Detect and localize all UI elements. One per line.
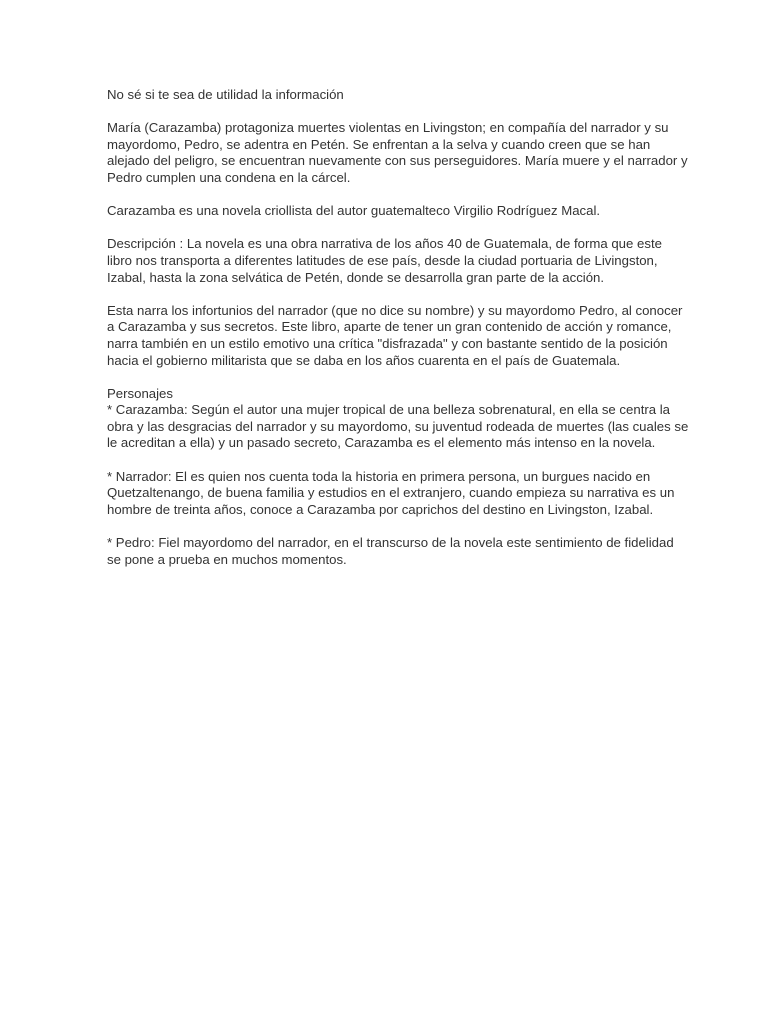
carazamba-line: le acreditan a ella) y un pasado secreto, Carazamba es el elemento más intenso en la novela. — [107, 435, 656, 451]
carazamba-paragraph — [107, 385, 689, 452]
characters-heading: Personajes — [107, 385, 173, 401]
author-paragraph — [107, 203, 667, 220]
narrador-line: Quetzaltenango, de buena familia y estudios en el extranjero, cuando empieza su narrativa es un — [107, 485, 675, 501]
description-paragraph — [107, 236, 667, 286]
carazamba-line: * Carazamba: Según el autor una mujer tropical de una belleza sobrenatural, en ella se centra la — [107, 402, 671, 418]
summary-line: María (Carazamba) protagoniza muertes violentas en Livingston; en compañía del narrador y su — [107, 120, 669, 136]
intro-line: No sé si te sea de utilidad la información — [107, 87, 344, 102]
summary-line: mayordomo, Pedro, se adentra en Petén. Se enfrentan a la selva y cuando creen que se han — [107, 136, 651, 152]
narrador-paragraph — [107, 468, 675, 519]
summary-line: alejado del peligro, se encuentran nuevamente con sus perseguidores. María muere y el narrador y — [107, 153, 688, 169]
summary-paragraph — [107, 120, 688, 186]
summary-line: Pedro cumplen una condena en la cárcel. — [107, 169, 351, 185]
narrador-line: * Narrador: El es quien nos cuenta toda la historia en primera persona, un burgues nacido en — [107, 468, 651, 484]
pedro-line: se pone a prueba en muchos momentos. — [107, 551, 347, 567]
pedro-line: * Pedro: Fiel mayordomo del narrador, en el transcurso de la novela este sentimiento de fidelidad — [107, 535, 674, 551]
author-line: Carazamba es una novela criollista del autor guatemalteco Virgilio Rodríguez Macal. — [107, 203, 601, 219]
document-page — [107, 87, 689, 585]
pedro-paragraph — [107, 535, 674, 568]
narrador-line: hombre de treinta años, conoce a Carazamba por caprichos del destino en Livingston, Izabal. — [107, 501, 654, 517]
story-line: Esta narra los infortunios del narrador (que no dice su nombre) y su mayordomo Pedro, al conocer — [107, 302, 683, 318]
story-line: a Carazamba y sus secretos. Este libro, aparte de tener un gran contenido de acción y romance, — [107, 319, 672, 335]
carazamba-line: obra y las desgracias del narrador y su mayordomo, su juventud rodeada de muertes (las cuales se — [107, 418, 689, 434]
description-line: Descripción : La novela es una obra narrativa de los años 40 de Guatemala, de forma que este — [107, 236, 662, 252]
story-line: hacia el gobierno militarista que se daba en los años cuarenta en el país de Guatemala. — [107, 352, 621, 368]
description-line: Izabal, hasta la zona selvática de Petén, donde se desarrolla gran parte de la acción. — [107, 269, 605, 285]
story-paragraph — [107, 302, 683, 369]
intro-paragraph — [107, 87, 667, 104]
description-line: libro nos transporta a diferentes latitudes de ese país, desde la ciudad portuaria de Livingston, — [107, 252, 658, 268]
story-line: narra también en un estilo emotivo una crítica "disfrazada" y con bastante sentido de la posición — [107, 335, 668, 351]
